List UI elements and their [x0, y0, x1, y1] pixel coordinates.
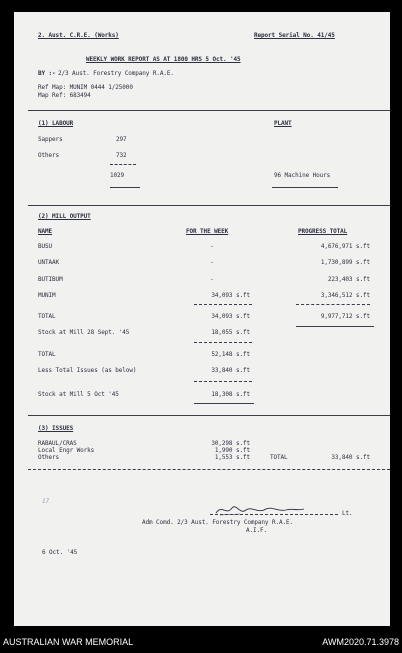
- issue-row-label: Others: [38, 454, 60, 461]
- stock-start-label: Stock at Mill 28 Sept. '45: [38, 329, 130, 336]
- col-total-header: PROGRESS TOTAL: [298, 228, 348, 235]
- labour-row-label: Others: [38, 152, 60, 159]
- col-name-header: NAME: [38, 228, 53, 235]
- ref-map: Ref Map: MUNIM 0444 1/25000: [38, 84, 133, 91]
- labour-row-value: 732: [116, 152, 127, 159]
- mill-total2-label: TOTAL: [38, 351, 56, 358]
- issue-row-value: 1,990 s.ft: [214, 447, 250, 454]
- issues-total-label: TOTAL: [270, 454, 288, 461]
- total-rule: [110, 187, 140, 188]
- issue-row-label: RABAUL/CRAS: [38, 440, 77, 447]
- signatory-force: A.I.F.: [246, 527, 268, 534]
- document-page: [14, 12, 390, 626]
- sum-rule: [194, 342, 252, 343]
- mill-row-week: -: [210, 243, 214, 250]
- divider: [28, 469, 390, 470]
- archive-name: AUSTRALIAN WAR MEMORIAL: [3, 637, 134, 647]
- issues-less-label: Less Total Issues (as below): [38, 367, 137, 374]
- sum-rule: [110, 164, 136, 165]
- mill-total2-value: 52,148 s.ft: [211, 351, 250, 358]
- total-rule: [272, 187, 338, 188]
- mill-row-total: 223,403 s.ft: [327, 276, 370, 283]
- archive-id: AWM2020.71.3978: [322, 637, 399, 647]
- stock-end-label: Stock at Mill 5 Oct '45: [38, 391, 119, 398]
- divider: [28, 110, 390, 111]
- sum-rule: [194, 304, 252, 305]
- mill-row-total: 4,676,971 s.ft: [320, 243, 370, 250]
- rank: Lt.: [342, 510, 353, 517]
- report-title: WEEKLY WORK REPORT AS AT 1800 HRS 5 Oct. '45: [86, 56, 241, 63]
- report-serial: Report Serial No. 41/45: [254, 32, 335, 39]
- mill-row-name: BUTIBUM: [38, 276, 63, 283]
- unit-heading: 2. Aust. C.R.E. (Works): [38, 32, 119, 39]
- pencil-mark: 17: [42, 498, 50, 505]
- mill-row-total: 1,730,899 s.ft: [320, 259, 370, 266]
- mill-row-week: 34,093 s.ft: [211, 292, 250, 299]
- sum-rule: [296, 304, 370, 305]
- report-date: 6 Oct. '45: [42, 549, 78, 556]
- mill-row-week: -: [210, 259, 214, 266]
- handwritten-signature: [214, 502, 306, 518]
- divider: [28, 205, 390, 206]
- col-week-header: FOR THE WEEK: [186, 228, 229, 235]
- mill-row-name: MUNIM: [38, 292, 56, 299]
- total-rule: [194, 403, 254, 404]
- plant-heading: PLANT: [274, 120, 292, 127]
- mill-row-name: BUSU: [38, 243, 53, 250]
- signatory-title: Adm Comd. 2/3 Aust. Forestry Company R.A.E.: [142, 519, 294, 526]
- stock-end-value: 18,308 s.ft: [211, 391, 250, 398]
- signature-line: [210, 514, 338, 515]
- issues-less-value: 33,840 s.ft: [211, 367, 250, 374]
- issue-row-value: 30,298 s.ft: [211, 440, 250, 447]
- mill-row-week: -: [210, 276, 214, 283]
- labour-row-value: 297: [116, 136, 127, 143]
- plant-total: 96 Machine Hours: [274, 172, 331, 179]
- mill-row-total: 3,346,512 s.ft: [320, 292, 370, 299]
- mill-total-progress: 9,977,712 s.ft: [320, 313, 370, 320]
- issue-row-value: 1,553 s.ft: [214, 454, 250, 461]
- mill-total-week: 34,093 s.ft: [211, 313, 250, 320]
- stock-start-value: 18,055 s.ft: [211, 329, 250, 336]
- issues-total-value: 33,840 s.ft: [331, 454, 370, 461]
- labour-section-heading: (1) LABOUR: [38, 120, 74, 127]
- by-value: 2/3 Aust. Forestry Company R.A.E.: [58, 70, 174, 77]
- divider: [28, 415, 390, 416]
- labour-total: 1029: [110, 172, 125, 179]
- mill-total-label: TOTAL: [38, 313, 56, 320]
- total-rule: [296, 326, 374, 327]
- issue-row-label: Local Engr Works: [38, 447, 95, 454]
- mill-row-name: UNTAAK: [38, 259, 60, 266]
- by-label: BY :-: [38, 70, 56, 77]
- mill-section-heading: (2) MILL OUTPUT: [38, 213, 91, 220]
- labour-row-label: Sappers: [38, 136, 63, 143]
- sum-rule: [194, 381, 252, 382]
- map-ref: Map Ref: 683494: [38, 92, 91, 99]
- issues-section-heading: (3) ISSUES: [38, 425, 74, 432]
